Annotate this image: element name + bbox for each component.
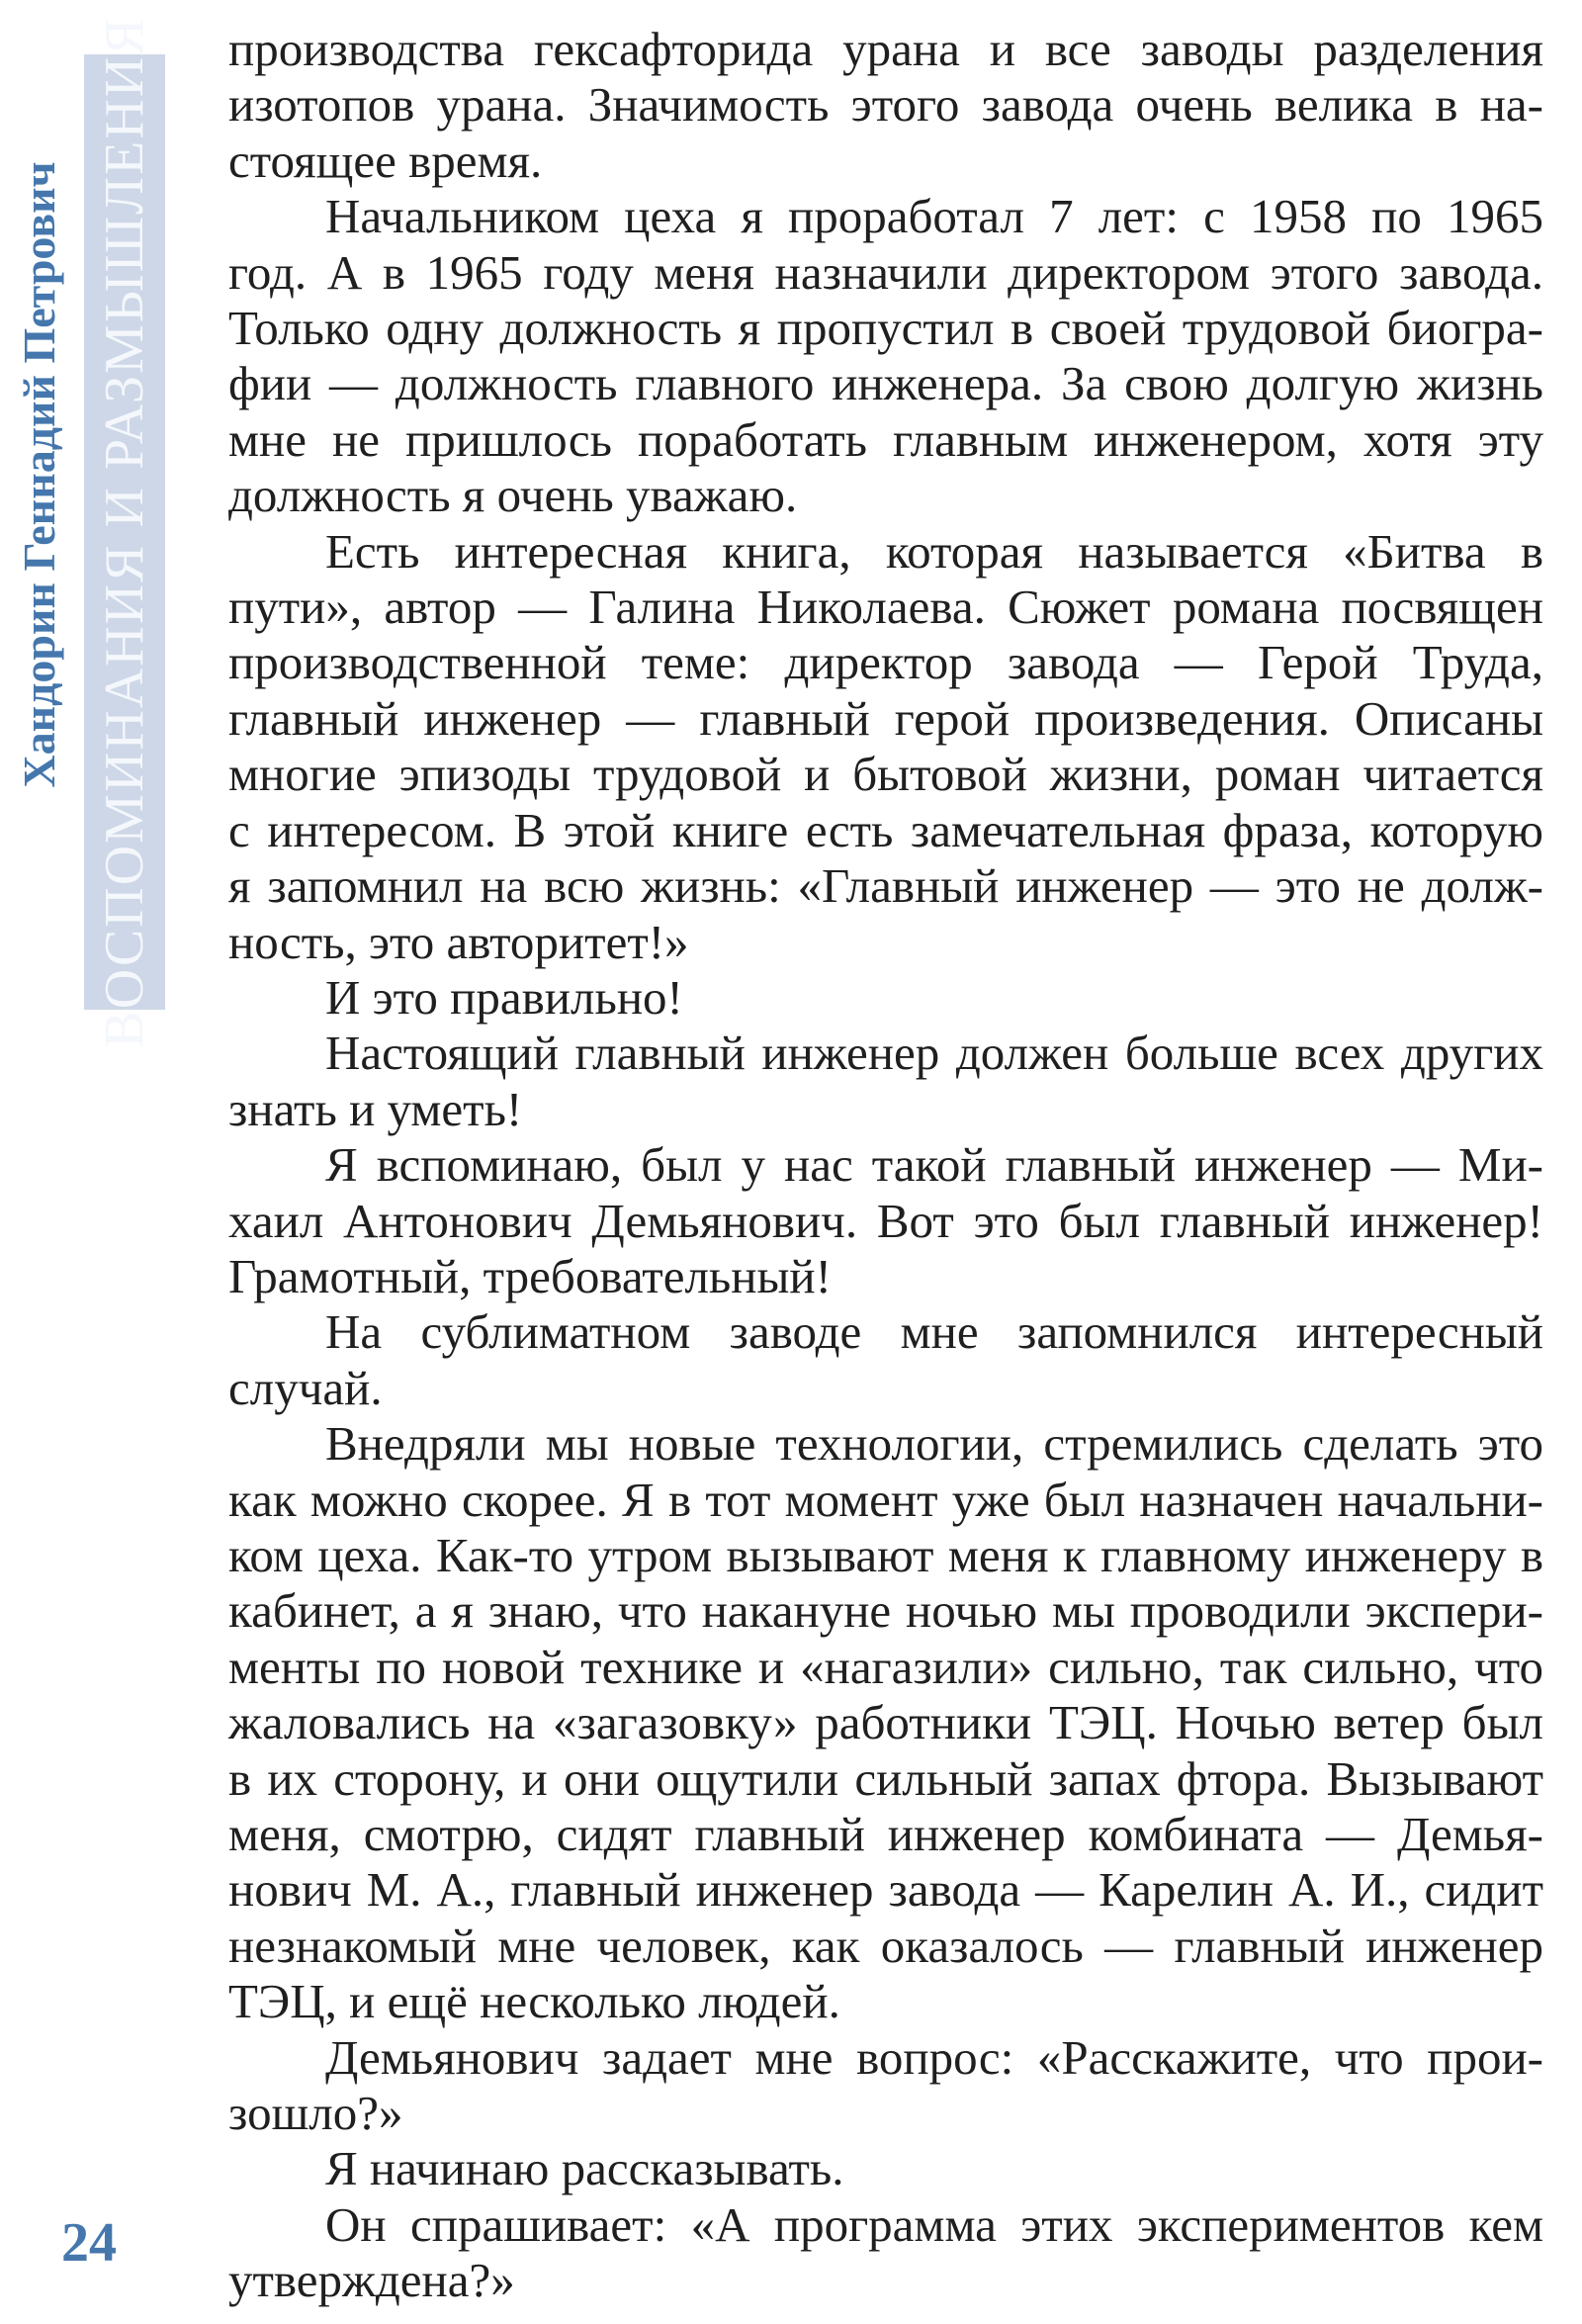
spine-band xyxy=(84,16,165,1048)
text-line: Демьянович задает мне вопрос: «Расскажите, что прои- xyxy=(325,2029,1543,2085)
text-line: знать и уметь! xyxy=(228,1081,523,1136)
author-name: Хандорин Геннадий Петрович xyxy=(13,161,64,788)
text-line: как можно скорее. Я в тот момент уже был назначен начальни- xyxy=(228,1472,1543,1527)
text-line: стоящее время. xyxy=(228,133,543,188)
text-line: Он спрашивает: «А программа этих экспериментов кем xyxy=(325,2196,1543,2252)
text-line: год. А в 1965 году меня назначили директором этого завода. xyxy=(228,244,1543,300)
text-line: Только одну должность я пропустил в своей трудовой биогра- xyxy=(228,301,1543,356)
text-line: кабинет, а я знаю, что накануне ночью мы проводили экспери- xyxy=(228,1583,1543,1639)
text-line: жаловались на «загазовку» работники ТЭЦ. Ночью ветер был xyxy=(228,1695,1543,1750)
text-line: ТЭЦ, и ещё несколько людей. xyxy=(228,1974,840,2029)
text-line: ком цеха. Как-то утром вызывают меня к главному инженеру в xyxy=(228,1527,1543,1582)
text-line: должность я очень уважаю. xyxy=(228,468,798,523)
text-line: в их сторону, и они ощутили сильный запах фтора. Вызывают xyxy=(228,1750,1543,1806)
text-line: Я начинаю рассказывать. xyxy=(325,2141,844,2196)
text-line: производственной теме: директор завода — Герой Труда, xyxy=(228,635,1543,690)
text-line: незнакомый мне человек, как оказалось — главный инженер xyxy=(228,1918,1543,1973)
page-number: 24 xyxy=(61,2212,117,2274)
text-line: производства гексафторида урана и все заводы разделения xyxy=(228,22,1543,76)
text-line: Грамотный, требовательный! xyxy=(228,1248,832,1303)
text-line: многие эпизоды трудовой и бытовой жизни, роман читается xyxy=(228,747,1543,802)
text-line: ность, это авторитет!» xyxy=(228,914,689,969)
text-line: меня, смотрю, сидят главный инженер комбината — Демья- xyxy=(228,1807,1543,1861)
text-line: Есть интересная книга, которая называется «Битва в xyxy=(325,523,1543,579)
text-line: Я вспоминаю, был у нас такой главный инженер — Ми- xyxy=(325,1137,1543,1193)
text-line: главный инженер — главный герой произведения. Описаны xyxy=(228,690,1543,746)
text-line: Настоящий главный инженер должен больше всех других xyxy=(325,1026,1543,1081)
text-line: менты по новой технике и «нагазили» сильно, так сильно, что xyxy=(228,1639,1543,1694)
text-line: хаил Антонович Демьянович. Вот это был главный инженер! xyxy=(228,1193,1543,1248)
text-line: И это правильно! xyxy=(325,969,683,1025)
text-line: На сублиматном заводе мне запомнился интересный xyxy=(325,1304,1543,1360)
text-line: я запомнил на всю жизнь: «Главный инженер — это не долж- xyxy=(228,858,1543,914)
text-line: Начальником цеха я проработал 7 лет: с 1958 по 1965 xyxy=(325,189,1543,244)
text-line: Внедряли мы новые технологии, стремились сделать это xyxy=(325,1416,1543,1472)
text-line: изотопов урана. Значимость этого завода очень велика в на- xyxy=(228,77,1543,133)
text-line: мне не пришлось поработать главным инженером, хотя эту xyxy=(228,411,1543,467)
body-text xyxy=(228,22,1543,2309)
text-line: пути», автор — Галина Николаева. Сюжет романа посвящен xyxy=(228,580,1543,635)
text-line: утверждена?» xyxy=(228,2253,515,2308)
spine-title: ВОСПОМИНАНИЯ И РАЗМЫШЛЕНИЯ xyxy=(94,16,155,1048)
text-line: фии — должность главного инженера. За свою долгую жизнь xyxy=(228,356,1543,411)
text-line: зошло?» xyxy=(228,2086,403,2141)
text-line: случай. xyxy=(228,1360,383,1415)
text-line: нович М. А., главный инженер завода — Карелин А. И., сидит xyxy=(228,1862,1543,1918)
text-line: с интересом. В этой книге есть замечательная фраза, которую xyxy=(228,802,1543,857)
